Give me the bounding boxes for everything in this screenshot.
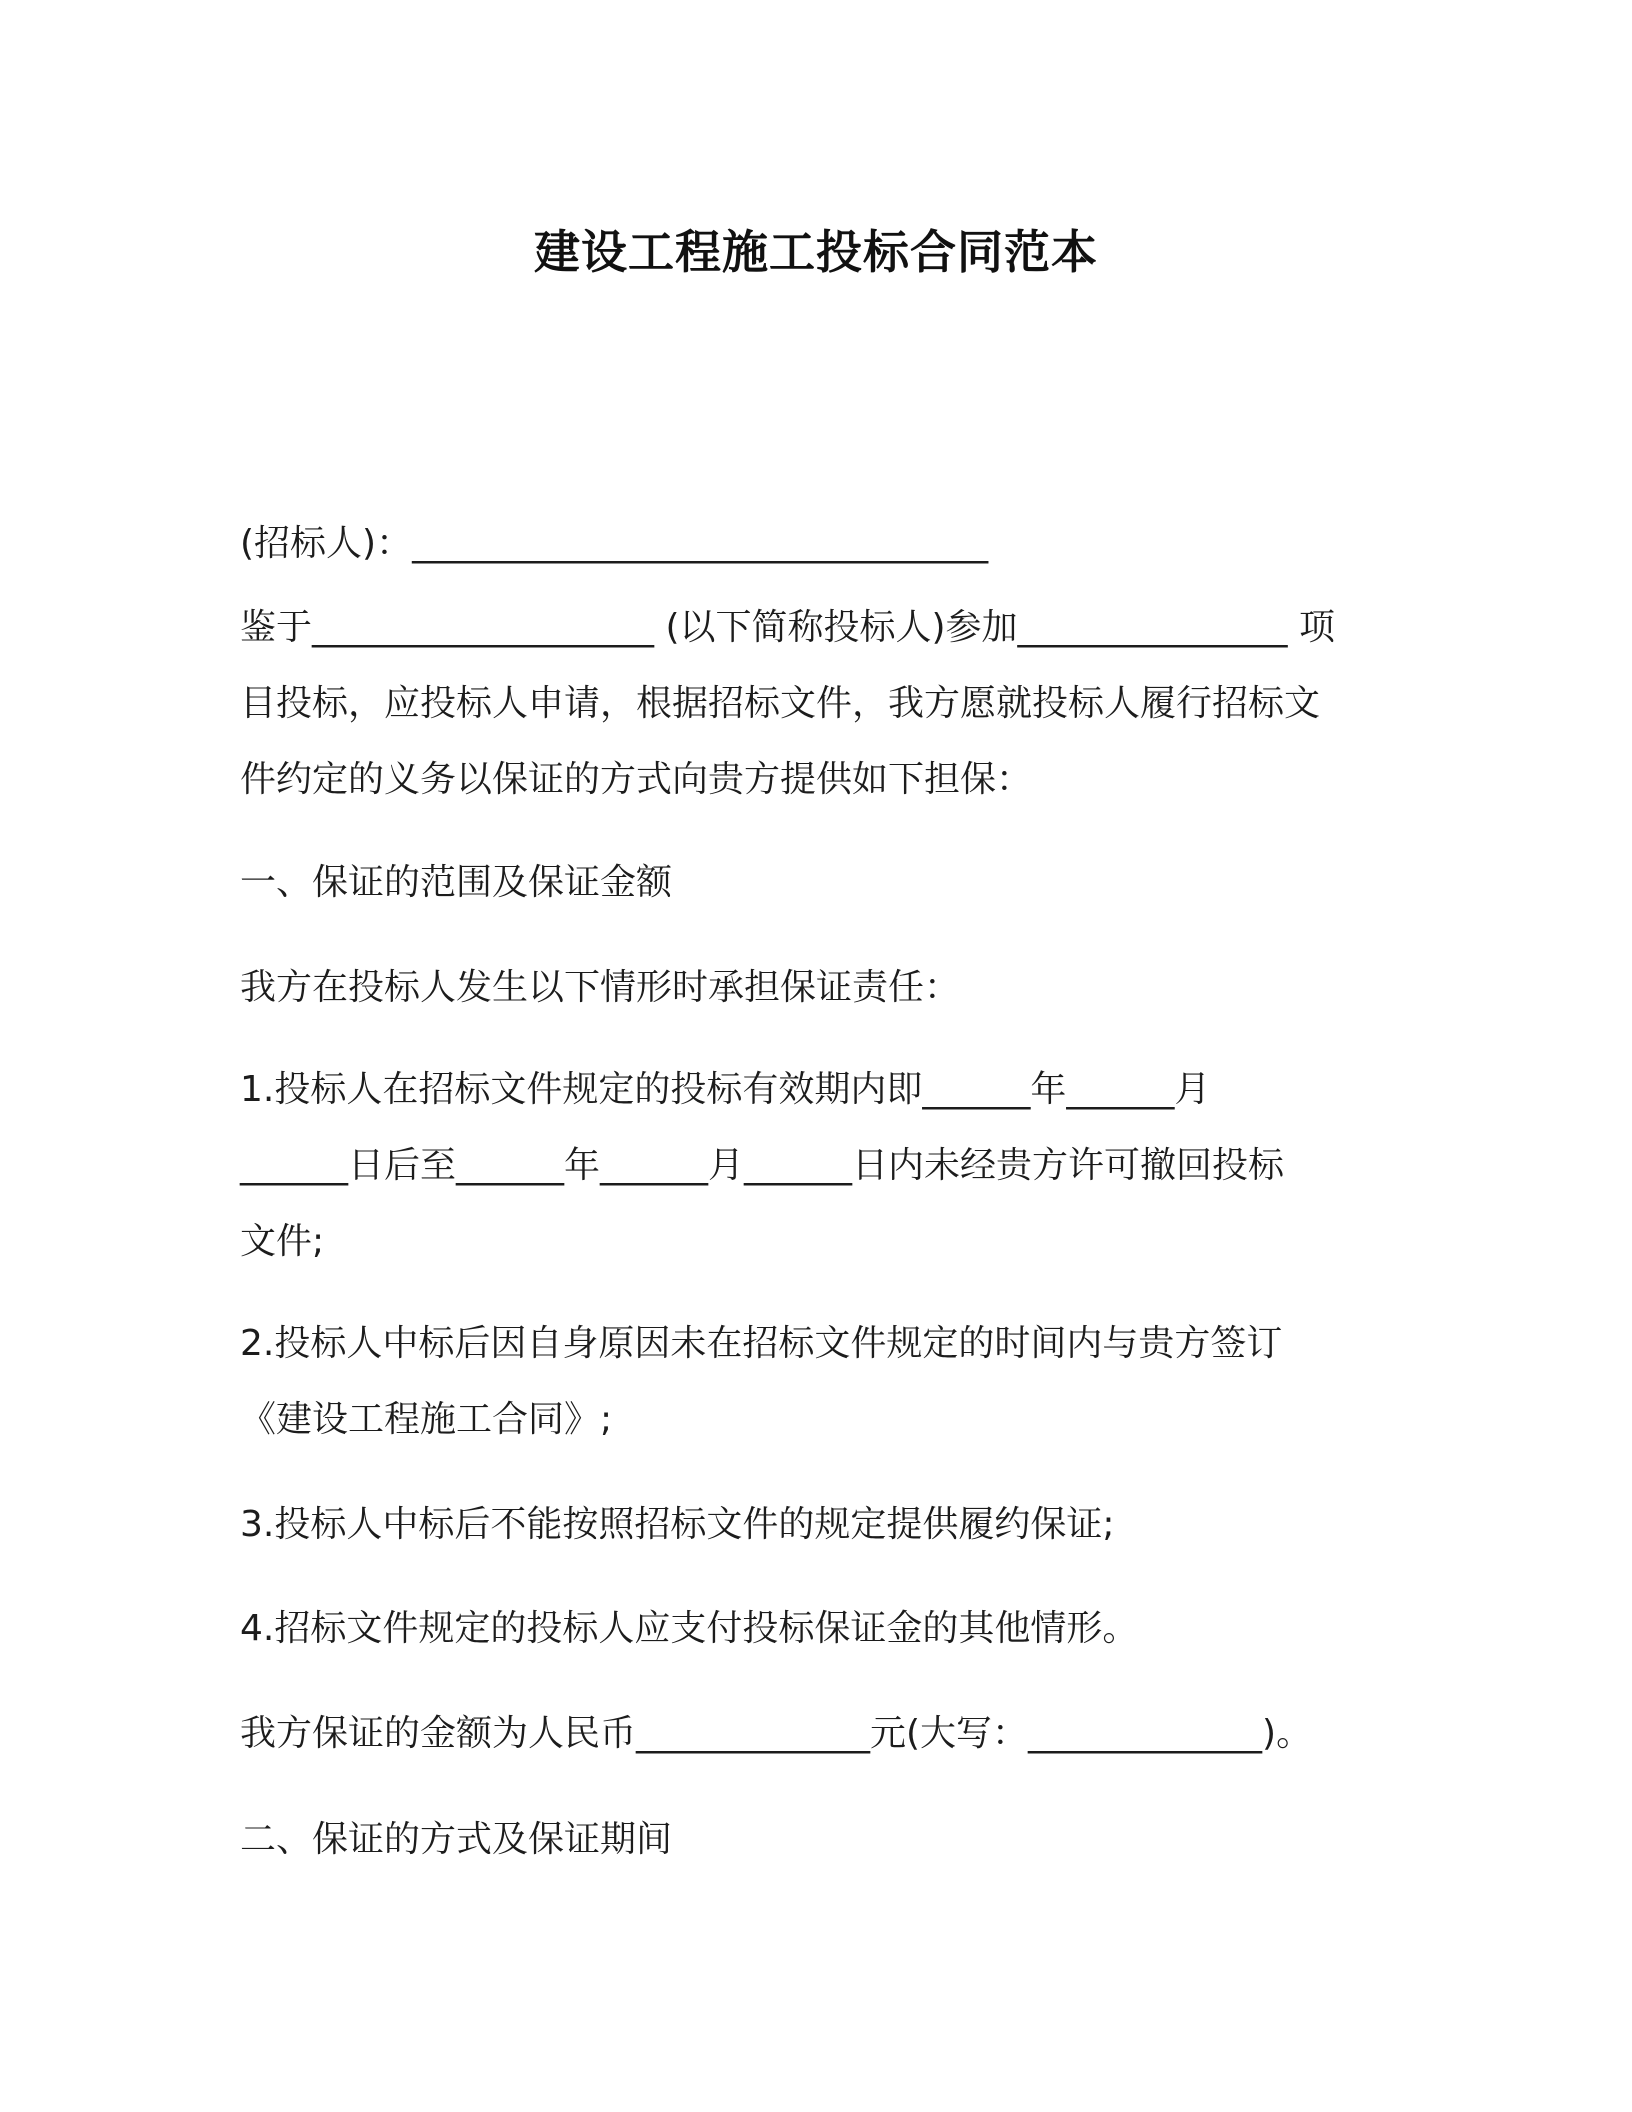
clause-2-paragraph xyxy=(240,1306,1390,1458)
clause-1-paragraph xyxy=(240,1052,1390,1280)
intro-paragraph xyxy=(240,590,1390,818)
text-line: 4.招标文件规定的投标人应支付投标保证金的其他情形。 xyxy=(240,1608,1139,1649)
text-line: 我方在投标人发生以下情形时承担保证责任： xyxy=(240,967,961,1008)
text-line: 《建设工程施工合同》; xyxy=(240,1399,613,1440)
clause-3-paragraph xyxy=(240,1487,1390,1563)
section-heading-text: 一、保证的范围及保证金额 xyxy=(240,862,673,903)
text-line: 3.投标人中标后不能按照招标文件的规定提供履约保证; xyxy=(240,1504,1115,1545)
section-heading-2 xyxy=(240,1802,1390,1878)
liability-intro-paragraph xyxy=(240,950,1390,1026)
text-line: 目投标，应投标人申请，根据招标文件，我方愿就投标人履行招标文 xyxy=(240,683,1321,724)
tenderer-field-line xyxy=(240,506,1390,582)
document-title: 建设工程施工投标合同范本 xyxy=(534,225,1098,279)
text-line: 文件; xyxy=(240,1221,325,1262)
text-line: 鉴于___________________ (以下简称投标人)参加_______________ 项 xyxy=(240,607,1335,648)
text-line: ______日后至______年______月______日内未经贵方许可撤回投标 xyxy=(240,1145,1285,1186)
section-heading-text: 二、保证的方式及保证期间 xyxy=(240,1819,673,1860)
text-line: 件约定的义务以保证的方式向贵方提供如下担保： xyxy=(240,759,1033,800)
text-line: 1.投标人在招标文件规定的投标有效期内即______年______月 xyxy=(240,1069,1211,1110)
text-line: (招标人)：________________________________ xyxy=(240,523,989,564)
section-heading-1 xyxy=(240,845,1390,921)
text-line: 我方保证的金额为人民币_____________元(大写：_____________)。 xyxy=(240,1713,1313,1754)
text-line: 2.投标人中标后因自身原因未在招标文件规定的时间内与贵方签订 xyxy=(240,1323,1283,1364)
guarantee-amount-paragraph xyxy=(240,1696,1390,1772)
clause-4-paragraph xyxy=(240,1591,1390,1667)
